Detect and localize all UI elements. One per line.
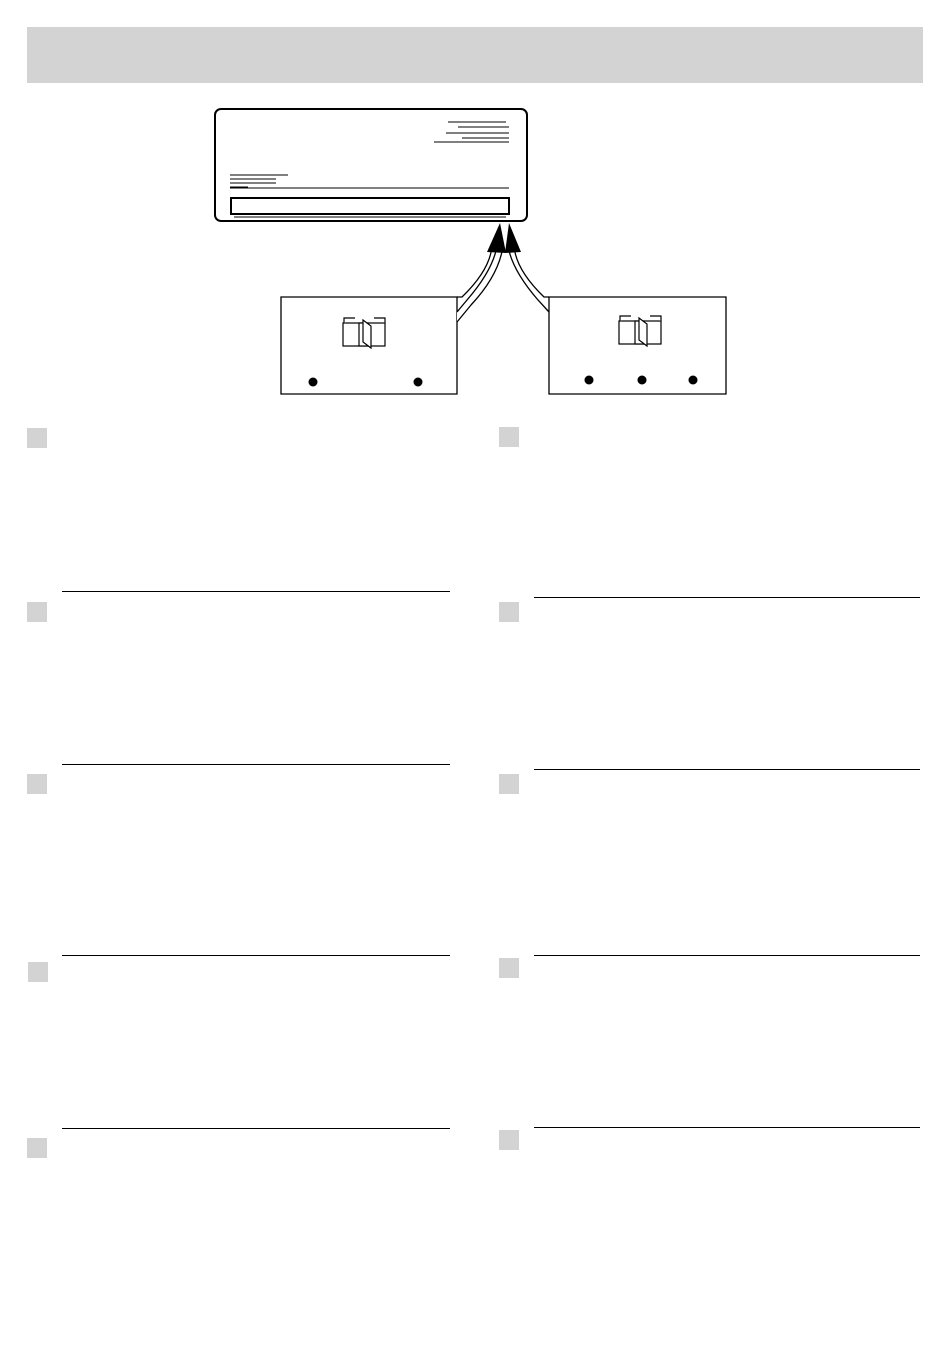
indicator-dot — [638, 376, 647, 385]
section-divider — [62, 955, 450, 956]
section-marker — [499, 958, 519, 978]
section-marker — [27, 602, 47, 622]
right-pointer-arrow — [505, 223, 549, 312]
section-marker — [499, 602, 519, 622]
indicator-dot — [414, 378, 423, 387]
left-pointer-arrow — [457, 223, 506, 322]
mode-switch-icon — [619, 316, 661, 346]
unit-diagram — [0, 0, 950, 420]
mode-switch-icon — [343, 318, 385, 348]
air-outlet — [231, 198, 509, 214]
section-marker — [27, 1138, 47, 1158]
indicator-dot — [585, 376, 594, 385]
left-callout-panel — [281, 297, 457, 394]
section-divider — [534, 955, 920, 956]
section-marker — [27, 774, 47, 794]
air-conditioner-unit-icon — [215, 109, 527, 221]
right-callout-panel — [549, 297, 726, 394]
section-marker — [499, 1130, 519, 1150]
indicator-dot — [689, 376, 698, 385]
section-marker — [499, 427, 519, 447]
indicator-dot — [309, 378, 318, 387]
section-divider — [534, 597, 920, 598]
section-divider — [534, 1127, 920, 1128]
section-divider — [62, 1128, 450, 1129]
section-divider — [62, 764, 450, 765]
section-divider — [62, 591, 450, 592]
section-marker — [499, 774, 519, 794]
section-divider — [534, 769, 920, 770]
section-marker — [28, 962, 48, 982]
section-marker — [27, 428, 47, 448]
